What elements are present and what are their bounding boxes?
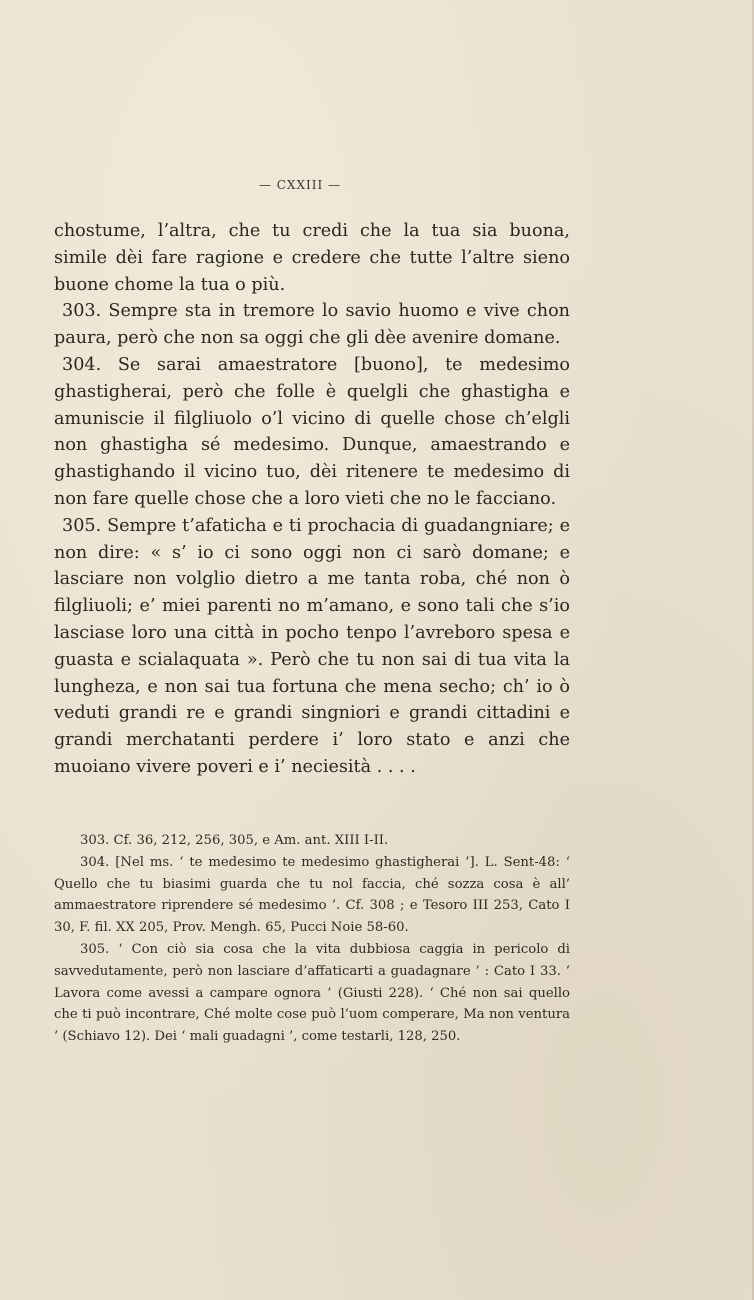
paragraph-303: 303. Sempre sta in tremore lo savio huomo e vive chon paura, però che non sa oggi che gli dèe avenire domane. — [54, 301, 570, 349]
paragraph-305: 305. Sempre t’afaticha e ti prochacia di guadangniare; e non dire: « s’ io ci sono oggi non ci sarò domane; e lasciare non volglio dietro a me tanta roba, ché non ò filgliuoli; e’ miei parenti no m’amano, e sono tali che s’io lasciase loro una città in pocho tenpo l’avreboro spesa e guasta e scialaquata ». Però che tu non sai di tua vita la lungheza, e non sai tua fortuna che mena secho; ch’ io ò veduti grandi re e grandi singniori e grandi cittadini e grandi merchatanti perdere i’ loro stato e anzi che muoiano vivere poveri e i’ neciesità . . . . — [54, 515, 570, 777]
running-head: — CXXIII — — [258, 178, 342, 192]
footnotes — [54, 830, 570, 1048]
note-305: 305. ‘ Con ciò sia cosa che la vita dubbiosa caggia in pericolo di savvedutamente, però non lasciare d’affaticarti a guadagnare ’ : Cato I 33. ‘ Lavora come avessi a campare ognora ’ (Giusti 228). ‘ Ché non sai quello che ti può incontrare, Ché molte cose può l’uom comperare, Ma non ventura ’ (Schiavo 12). Dei ‘ mali guadagni ’, come testarli, 128, 250. — [54, 941, 570, 1045]
paragraph-304: 304. Se sarai amaestratore [buono], te medesimo ghastigherai, però che folle è quelgli che ghastigha e amuniscie il filgliuolo o’l vicino di quelle chose ch’elgli non ghastigha sé medesimo. Dunque, amaestrando e ghastighando il vicino tuo, dèi ritenere te medesimo di non fare quelle chose che a loro vieti che no le facciano. — [54, 354, 570, 509]
main-text — [54, 218, 570, 781]
note-304: 304. [Nel ms. ‘ te medesimo te medesimo ghastigherai ’]. L. Sent-48: ‘ Quello che tu biasimi guarda che tu nol faccia, ché sozza cosa è all’ ammaestratore riprendere sé medesimo ’. Cf. 308 ; e Tesoro III 253, Cato I 30, F. fil. XX 205, Prov. Mengh. 65, Pucci Noie 58-60. — [54, 854, 570, 936]
paragraph-continuation: chostume, l’altra, che tu credi che la tua sia buona, simile dèi fare ragione e credere che tutte l’altre sieno buone chome la tua o più. — [54, 221, 570, 295]
note-303: 303. Cf. 36, 212, 256, 305, e Am. ant. XIII I-II. — [80, 833, 389, 848]
